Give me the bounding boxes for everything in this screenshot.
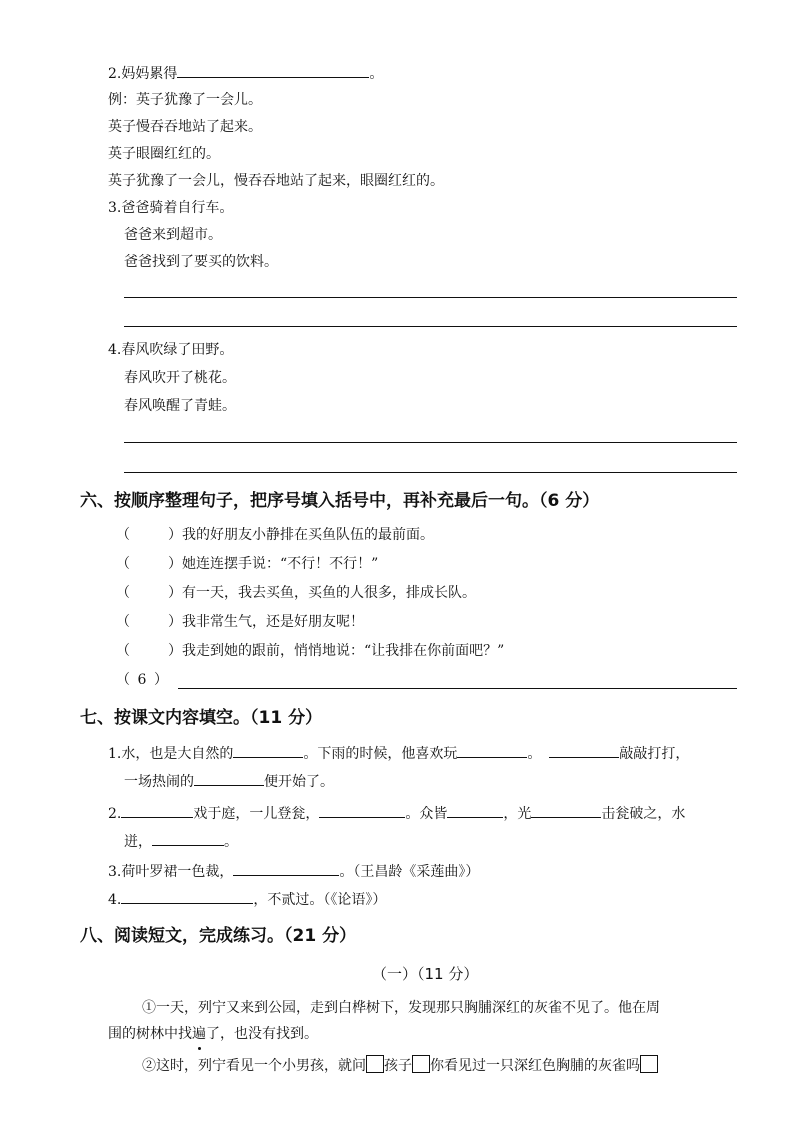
section6-item: （ ）我非常生气，还是好朋友呢！	[116, 614, 364, 630]
s7-q2-blank-2[interactable]	[319, 802, 405, 818]
q3-line-1: 3.爸爸骑着自行车。	[108, 200, 234, 216]
punctuation-box-2[interactable]	[412, 1055, 430, 1073]
q4-answer-line-2[interactable]	[124, 472, 737, 473]
s7-q1-line-2: 一场热闹的 便开始了。	[124, 770, 334, 792]
s7-q1-blank-3[interactable]	[549, 742, 619, 758]
order-number: 6	[137, 672, 147, 688]
punctuation-box-3[interactable]	[640, 1055, 658, 1073]
sentence-text: 她连连摆手说：“不行！不行！”	[182, 556, 379, 572]
s7-q2-blank-3[interactable]	[447, 802, 503, 818]
example-line-3: 英子眼圈红红的。	[108, 146, 220, 162]
order-paren[interactable]: （	[116, 556, 130, 572]
s7-q1-blank-4[interactable]	[194, 770, 264, 786]
sentence-text: 有一天，我去买鱼，买鱼的人很多，排成长队。	[182, 585, 476, 601]
q2-blank[interactable]	[177, 62, 369, 78]
s7-q4-blank[interactable]	[121, 888, 253, 904]
q3-answer-line-2[interactable]	[124, 326, 737, 327]
s7-q1-line-1: 1.水，也是大自然的 。下雨的时候，他喜欢玩 。 敲敲打打，	[108, 742, 689, 764]
order-paren[interactable]: （	[116, 527, 130, 543]
section6-last-item: （ 6 ）	[116, 672, 168, 688]
s7-q3-blank[interactable]	[233, 860, 339, 876]
sentence-text: 我的好朋友小静排在买鱼队伍的最前面。	[182, 527, 434, 543]
q2-label: 2.妈妈累得	[108, 66, 178, 82]
punctuation-box-1[interactable]	[366, 1055, 384, 1073]
order-paren[interactable]: （	[116, 614, 130, 630]
section6-item: （ ）我的好朋友小静排在买鱼队伍的最前面。	[116, 527, 434, 543]
q2-end: 。	[369, 66, 384, 82]
order-paren[interactable]: （	[116, 585, 130, 601]
s7-q2-blank-1[interactable]	[121, 802, 193, 818]
q4-line-3: 春风唤醒了青蛙。	[124, 398, 236, 414]
section6-item: （ ）有一天，我去买鱼，买鱼的人很多，排成长队。	[116, 585, 476, 601]
section8-subtitle: （一）（11 分）	[372, 965, 479, 983]
section8-title: 八、阅读短文，完成练习。（21 分）	[80, 926, 357, 946]
emphasized-char: 遍	[192, 1026, 206, 1042]
q3-line-3: 爸爸找到了要买的饮料。	[124, 254, 278, 270]
example-line-1: 例：英子犹豫了一会儿。	[108, 92, 262, 108]
s7-q1-blank-1[interactable]	[233, 742, 303, 758]
s7-q1-blank-2[interactable]	[457, 742, 527, 758]
reading-paragraph-1-line-1: ①一天，列宁又来到公园，走到白桦树下，发现那只胸脯深红的灰雀不见了。他在周	[142, 1000, 660, 1016]
sentence-text: 我非常生气，还是好朋友呢！	[182, 614, 364, 630]
reading-paragraph-2-line-1: ②这时，列宁看见一个小男孩，就问 孩子 你看见过一只深红色胸脯的灰雀吗	[142, 1055, 658, 1076]
section6-item: （ ）她连连摆手说：“不行！不行！”	[116, 556, 379, 572]
section6-title: 六、按顺序整理句子，把序号填入括号中，再补充最后一句。（6 分）	[80, 491, 600, 511]
s7-q3-line: 3.荷叶罗裙一色裁， 。（王昌龄《采莲曲》）	[108, 860, 479, 882]
example-line-2: 英子慢吞吞地站了起来。	[108, 119, 262, 135]
q4-line-2: 春风吹开了桃花。	[124, 370, 236, 386]
q3-answer-line-1[interactable]	[124, 297, 737, 298]
example-line-4: 英子犹豫了一会儿，慢吞吞地站了起来，眼圈红红的。	[108, 173, 444, 189]
s7-q2-blank-5[interactable]	[152, 830, 224, 846]
q3-line-2: 爸爸来到超市。	[124, 227, 222, 243]
s7-q2-blank-4[interactable]	[531, 802, 601, 818]
section6-item: （ ）我走到她的跟前，悄悄地说：“让我排在你前面吧？”	[116, 643, 505, 659]
q4-answer-line-1[interactable]	[124, 442, 737, 443]
q2-line	[108, 62, 383, 84]
s7-q2-line-1: 2. 戏于庭，一儿登瓮， 。众皆 ，光 击瓮破之，水	[108, 802, 685, 824]
section6-last-answer-line[interactable]	[178, 688, 737, 689]
sentence-text: 我走到她的跟前，悄悄地说：“让我排在你前面吧？”	[182, 643, 505, 659]
s7-q2-line-2: 迸， 。	[124, 830, 238, 852]
order-paren[interactable]: （	[116, 643, 130, 659]
reading-paragraph-1-line-2: 围的树林中找遍了，也没有找到。	[108, 1026, 318, 1042]
s7-q4-line: 4. ，不贰过。（《论语》）	[108, 888, 386, 910]
section7-title: 七、按课文内容填空。（11 分）	[80, 708, 323, 728]
q4-line-1: 4.春风吹绿了田野。	[108, 342, 234, 358]
